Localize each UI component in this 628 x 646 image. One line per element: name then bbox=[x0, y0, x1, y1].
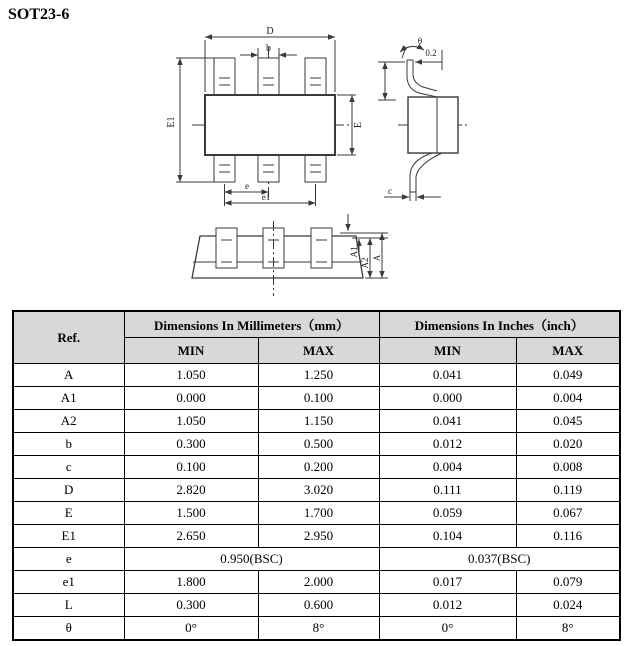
dim-label-A2: A2 bbox=[360, 257, 370, 269]
table-row bbox=[13, 502, 620, 525]
table-row bbox=[13, 387, 620, 410]
inch-max-cell: 0.067 bbox=[516, 502, 620, 525]
inch-min-cell: 0.004 bbox=[379, 456, 516, 479]
ref-cell: A2 bbox=[13, 410, 124, 433]
table-row bbox=[13, 571, 620, 594]
ref-cell: b bbox=[13, 433, 124, 456]
mm-max-cell: 2.950 bbox=[258, 525, 379, 548]
table-row bbox=[13, 525, 620, 548]
ref-header-cell: Ref. bbox=[13, 311, 124, 364]
inch-max-cell: 0.079 bbox=[516, 571, 620, 594]
table-row-e-bsc bbox=[13, 548, 620, 571]
ref-cell: θ bbox=[13, 617, 124, 641]
inch-min-cell: 0.059 bbox=[379, 502, 516, 525]
mm-max-cell: 0.600 bbox=[258, 594, 379, 617]
dim-label-offset: 0.2 bbox=[425, 48, 437, 58]
dim-label-b: b bbox=[266, 43, 271, 54]
inch-min-cell: 0.017 bbox=[379, 571, 516, 594]
dimensions-table bbox=[12, 310, 621, 641]
table-row bbox=[13, 456, 620, 479]
mm-bsc-cell: 0.950(BSC) bbox=[124, 548, 379, 571]
mm-min-cell: 0° bbox=[124, 617, 258, 641]
inch-max-header-cell: MAX bbox=[516, 338, 620, 364]
inch-max-cell: 0.049 bbox=[516, 364, 620, 387]
dim-label-D: D bbox=[266, 26, 274, 37]
inch-bsc-cell: 0.037(BSC) bbox=[379, 548, 620, 571]
mm-max-cell: 1.250 bbox=[258, 364, 379, 387]
inch-min-cell: 0.012 bbox=[379, 433, 516, 456]
inch-min-header-cell: MIN bbox=[379, 338, 516, 364]
table-row bbox=[13, 364, 620, 387]
mm-min-cell: 0.300 bbox=[124, 594, 258, 617]
ref-cell: D bbox=[13, 479, 124, 502]
inch-max-cell: 0.119 bbox=[516, 479, 620, 502]
inch-max-cell: 0.116 bbox=[516, 525, 620, 548]
inch-max-cell: 0.008 bbox=[516, 456, 620, 479]
mm-max-cell: 2.000 bbox=[258, 571, 379, 594]
ref-cell: A1 bbox=[13, 387, 124, 410]
ref-cell: c bbox=[13, 456, 124, 479]
ref-cell: A bbox=[13, 364, 124, 387]
ref-cell: e bbox=[13, 548, 124, 571]
inch-max-cell: 8° bbox=[516, 617, 620, 641]
ref-cell: E1 bbox=[13, 525, 124, 548]
dim-label-e1: e1 bbox=[261, 192, 271, 202]
mm-min-cell: 1.050 bbox=[124, 410, 258, 433]
table-row bbox=[13, 617, 620, 641]
ref-cell: L bbox=[13, 594, 124, 617]
dim-label-A1: A1 bbox=[349, 246, 359, 258]
inch-min-cell: 0.104 bbox=[379, 525, 516, 548]
mm-min-cell: 0.300 bbox=[124, 433, 258, 456]
inch-min-cell: 0.000 bbox=[379, 387, 516, 410]
inch-max-cell: 0.004 bbox=[516, 387, 620, 410]
table-row bbox=[13, 433, 620, 456]
inch-max-cell: 0.020 bbox=[516, 433, 620, 456]
table-row bbox=[13, 479, 620, 502]
dim-label-A: A bbox=[372, 254, 382, 262]
package-outline-drawing bbox=[0, 26, 628, 306]
ref-cell: E bbox=[13, 502, 124, 525]
page-title: SOT23-6 bbox=[8, 6, 70, 23]
mm-min-cell: 0.100 bbox=[124, 456, 258, 479]
mm-min-header-cell: MIN bbox=[124, 338, 258, 364]
inch-min-cell: 0.041 bbox=[379, 410, 516, 433]
dim-label-E1: E1 bbox=[166, 116, 177, 128]
inch-max-cell: 0.045 bbox=[516, 410, 620, 433]
dim-label-E: E bbox=[353, 121, 364, 129]
mm-max-cell: 1.150 bbox=[258, 410, 379, 433]
mm-max-cell: 8° bbox=[258, 617, 379, 641]
top-view-drawing bbox=[176, 37, 356, 206]
inch-group-header-cell: Dimensions In Inches（inch） bbox=[379, 311, 620, 338]
inch-min-cell: 0° bbox=[379, 617, 516, 641]
mm-min-cell: 2.820 bbox=[124, 479, 258, 502]
mm-max-cell: 3.020 bbox=[258, 479, 379, 502]
dim-label-theta: θ bbox=[417, 36, 423, 46]
inch-min-cell: 0.111 bbox=[379, 479, 516, 502]
mm-max-header-cell: MAX bbox=[258, 338, 379, 364]
side-view-drawing bbox=[378, 46, 470, 201]
table-row bbox=[13, 410, 620, 433]
table-header-row bbox=[13, 311, 620, 338]
mm-min-cell: 1.800 bbox=[124, 571, 258, 594]
mm-max-cell: 0.100 bbox=[258, 387, 379, 410]
inch-max-cell: 0.024 bbox=[516, 594, 620, 617]
inch-min-cell: 0.012 bbox=[379, 594, 516, 617]
ref-cell: e1 bbox=[13, 571, 124, 594]
mm-min-cell: 2.650 bbox=[124, 525, 258, 548]
mm-min-cell: 0.000 bbox=[124, 387, 258, 410]
mm-max-cell: 0.500 bbox=[258, 433, 379, 456]
dim-label-c: c bbox=[388, 186, 392, 196]
mm-min-cell: 1.500 bbox=[124, 502, 258, 525]
table-row bbox=[13, 594, 620, 617]
mm-max-cell: 0.200 bbox=[258, 456, 379, 479]
dim-label-e: e bbox=[245, 181, 249, 191]
inch-min-cell: 0.041 bbox=[379, 364, 516, 387]
mm-max-cell: 1.700 bbox=[258, 502, 379, 525]
mm-group-header-cell: Dimensions In Millimeters（mm） bbox=[124, 311, 379, 338]
mm-min-cell: 1.050 bbox=[124, 364, 258, 387]
